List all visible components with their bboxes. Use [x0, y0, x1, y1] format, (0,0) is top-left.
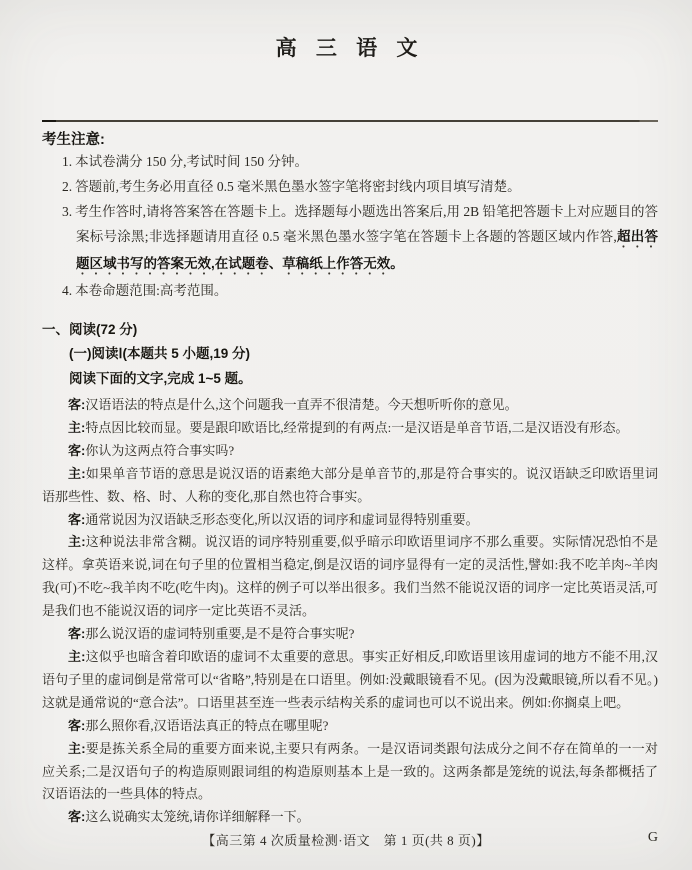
notice-item-4 [42, 278, 658, 303]
reading-instruction: 阅读下面的文字,完成 1~5 题。 [69, 370, 252, 386]
speaker-label: 客: [68, 809, 86, 825]
dialogue-text: 特点因比较而显。要是跟印欧语比,经常提到的有两点:一是汉语是单音节语,二是汉语没有形态。 [85, 419, 629, 435]
dialogue-text: 这种说法非常含糊。说汉语的词序特别重要,似乎暗示印欧语里词序不那么重要。实际情况恐怕不是这样。拿英语来说,词在句子里的位置相当稳定,倒是汉语的词序显得有一定的灵活性,譬如:我不吃羊肉~羊肉我(可)不吃~我羊肉不吃(吃牛肉)。这样的例子可以举出很多。我们当然不能说汉语的词序一定比英语灵活,可是我们也不能说汉语的词序一定比英语不灵活。 [42, 534, 658, 619]
dialogue-text: 如果单音节语的意思是说汉语的语素绝大部分是单音节的,那是符合事实的。说汉语缺乏印欧语里词语那些性、数、格、时、人称的变化,那自然也符合事实。 [42, 465, 658, 504]
dialogue-text: 这似乎也暗含着印欧语的虚词不太重要的意思。事实正好相反,印欧语里该用虚词的地方不能不用,汉语句子里的虚词倒是常常可以“省略”,特别是在口语里。例如:没戴眼镜看不见。(因为没戴眼镜,所以看不见。)这就是通常说的“意合法”。口语里甚至连一些表示结构关系的虚词也可以不说出来。例如:你搁桌上吧。 [42, 648, 658, 710]
dialogue-text: 你认为这两点符合事实吗? [85, 442, 235, 458]
notice-item-emphasized-text: 超出答题区域书写的答案无效,在试题卷、草稿纸上作答无效。 [76, 229, 659, 271]
notice-item-1 [42, 149, 658, 174]
dialogue-paragraph [42, 440, 658, 463]
dialogue-text: 这么说确实太笼统,请你详细解释一下。 [85, 809, 310, 825]
notice-item-text: 答题前,考生务必用直径 0.5 毫米黑色墨水签字笔将密封线内项目填写清楚。 [75, 179, 521, 194]
dialogue-paragraph [42, 394, 658, 417]
notice-item-2 [42, 174, 658, 199]
dialogue-paragraph [42, 715, 658, 738]
speaker-label: 客: [68, 442, 86, 458]
reading-one-subheading: (一)阅读Ⅰ(本题共 5 小题,19 分) [69, 346, 250, 361]
dialogue-paragraph [42, 417, 658, 440]
dialogue-paragraph [42, 623, 658, 646]
part-one-heading: 一、阅读(72 分) [42, 322, 138, 337]
speaker-label: 主: [68, 648, 86, 664]
dialogue-paragraph [42, 806, 658, 829]
notice-heading: 考生注意: [42, 132, 105, 148]
dialogue-paragraph [42, 509, 658, 532]
dialogue-text: 要是拣关系全局的重要方面来说,主要只有两条。一是汉语词类跟句法成分之间不存在简单的一一对应关系;二是汉语句子的构造原则跟词组的构造原则基本上是一致的。这两条都是笼统的说法,每条都概括了汉语语法的一些具体的特点。 [42, 740, 658, 802]
speaker-label: 客: [68, 626, 86, 642]
page-title: 高 三 语 文 [275, 36, 425, 60]
dialogue-paragraph [42, 738, 658, 807]
notice-item-number: 4. [62, 283, 73, 298]
speaker-label: 客: [68, 511, 86, 527]
notice-item-3 [42, 199, 658, 278]
speaker-label: 客: [68, 397, 86, 412]
footer-exam-label: 【高三第 4 次质量检测·语文 第 1 页(共 8 页)】 [202, 833, 490, 848]
speaker-label: 主: [68, 419, 86, 435]
speaker-label: 客: [68, 717, 86, 733]
notice-item-number: 2. [62, 179, 73, 194]
notice-item-number: 1. [62, 154, 73, 169]
notice-item-text: 考生作答时,请将答案答在答题卡上。选择题每小题选出答案后,用 2B 铅笔把答题卡上对应题目的答案标号涂黑;非选择题请用直径 0.5 毫米黑色墨水签字笔在答题卡上各题的答题区域内作答, [75, 204, 658, 244]
header-divider [42, 120, 658, 122]
speaker-label: 主: [68, 740, 86, 756]
dialogue-text: 通常说因为汉语缺乏形态变化,所以汉语的词序和虚词显得特别重要。 [85, 511, 479, 527]
notice-item-text: 本卷命题范围:高考范围。 [75, 283, 228, 298]
dialogue-paragraph [42, 463, 658, 509]
dialogue-paragraph [42, 531, 658, 623]
dialogue-passage [42, 394, 658, 829]
notice-section [42, 128, 658, 303]
dialogue-text: 那么说汉语的虚词特别重要,是不是符合事实呢? [85, 626, 355, 642]
dialogue-text: 那么照你看,汉语语法真正的特点在哪里呢? [85, 717, 329, 733]
dialogue-paragraph [42, 646, 658, 715]
notice-item-number: 3. [62, 204, 73, 219]
notice-item-text: 本试卷满分 150 分,考试时间 150 分钟。 [75, 154, 308, 169]
dialogue-text: 汉语语法的特点是什么,这个问题我一直弄不很清楚。今天想听听你的意见。 [85, 397, 518, 412]
reading-section [42, 318, 658, 391]
footer-version-letter: G [647, 830, 658, 845]
page-footer [0, 830, 692, 850]
speaker-label: 主: [68, 534, 86, 550]
speaker-label: 主: [68, 465, 86, 481]
